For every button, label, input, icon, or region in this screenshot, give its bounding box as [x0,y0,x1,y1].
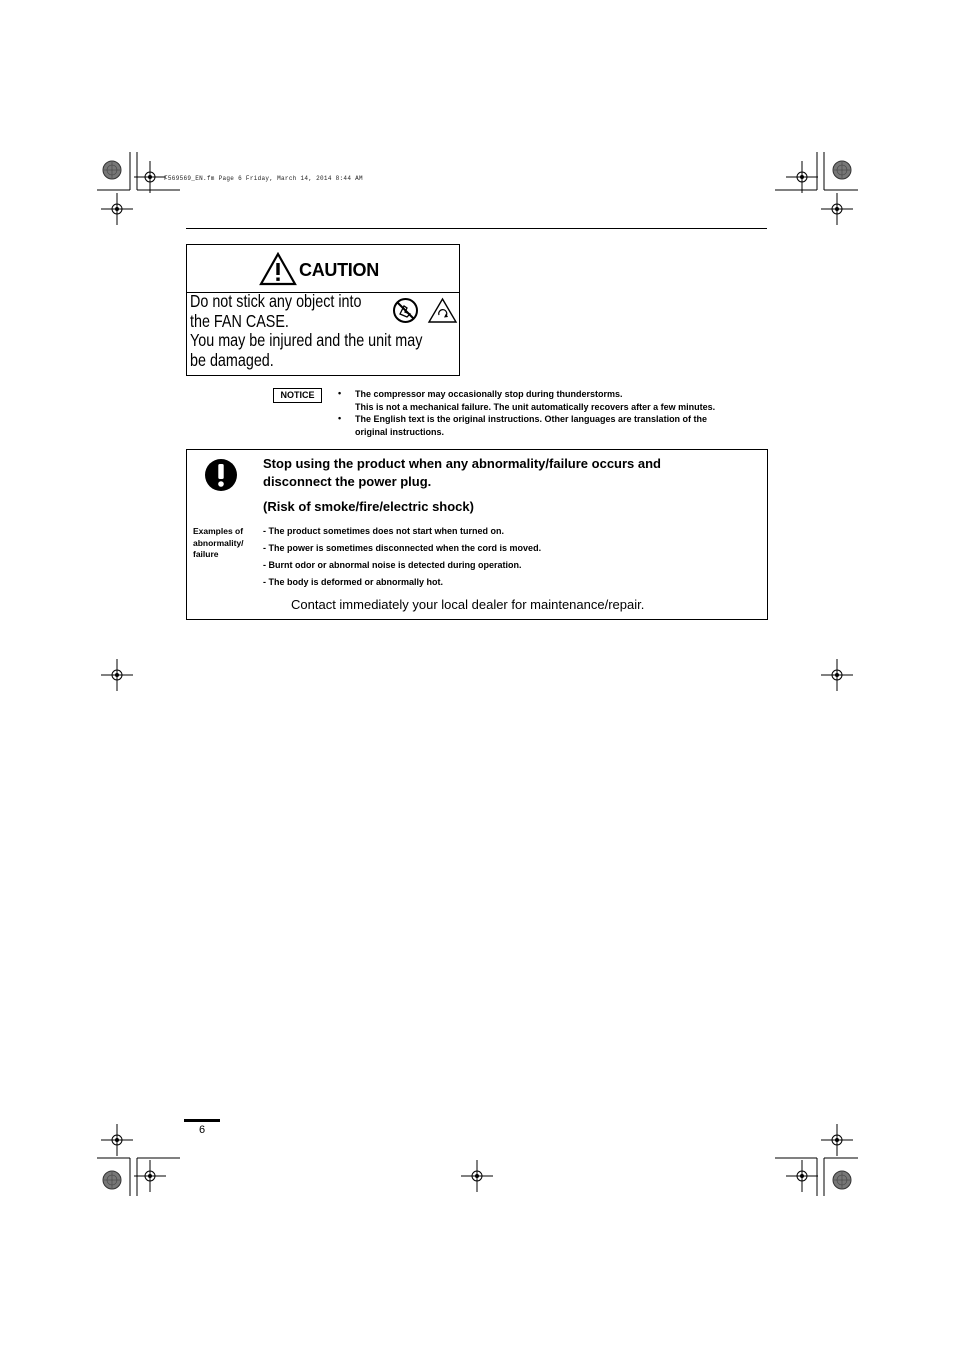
abnormality-title-line: disconnect the power plug. [263,474,432,489]
file-info-header: F569569_EN.fm Page 6 Friday, March 14, 2014 8:44 AM [164,175,363,182]
example-item: - The product sometimes does not start when turned on. [263,526,505,536]
caution-text [190,292,422,370]
mandatory-exclamation-icon [204,458,238,492]
caution-line: You may be injured and the unit may [190,330,423,350]
examples-label [193,526,255,561]
notice-text: The compressor may occasionally stop during thunderstorms. [355,389,623,399]
page-number: 6 [199,1124,206,1136]
header-rule [186,228,767,229]
example-item: - The body is deformed or abnormally hot. [263,577,444,587]
rotating-fan-warning-icon [427,297,458,324]
notice-text: The English text is the original instructions. Other languages are translation of the [355,414,708,424]
example-item: - The power is sometimes disconnected when the cord is moved. [263,543,542,553]
warning-triangle-icon [259,252,297,286]
bullet-dot: • [338,413,342,423]
example-item: - Burnt odor or abnormal noise is detected during operation. [263,560,522,570]
notice-text: original instructions. [355,426,445,437]
notice-label: NOTICE [273,388,322,403]
notice-text: This is not a mechanical failure. The unit automatically recovers after a few minutes. [355,401,716,412]
caution-line: the FAN CASE. [190,310,289,331]
contact-text: Contact immediately your local dealer for maintenance/repair. [291,597,645,612]
examples-label-line: failure [193,549,219,559]
caution-title: CAUTION [299,260,379,280]
caution-box [186,244,460,376]
page-number-rule [184,1119,220,1122]
examples-label-line: abnormality/ [193,537,244,548]
notice-bullet-1 [355,388,715,413]
caution-line: Do not stick any object into [190,291,362,311]
bullet-dot: • [338,388,342,398]
examples-label-line: Examples of [193,526,244,536]
abnormality-title [263,455,743,491]
no-touch-icon [392,297,419,324]
caution-line: be damaged. [190,349,274,370]
notice-bullet-2 [355,413,707,438]
abnormality-title-line: Stop using the product when any abnormality/failure occurs and [263,456,661,471]
caution-header [187,245,459,293]
risk-text: (Risk of smoke/fire/electric shock) [263,499,474,514]
